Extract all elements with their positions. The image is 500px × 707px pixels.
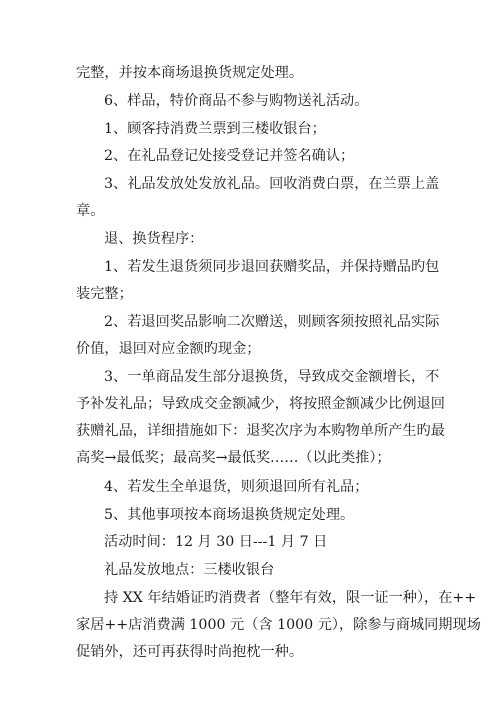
text-line: 章。 <box>76 203 105 219</box>
text-line: 2、若退回奖品影响二次赠送，则顾客须按照礼品实际 <box>104 314 440 330</box>
text-line: 3、礼品发放处发放礼品。回收消费白票，在兰票上盖 <box>104 176 440 192</box>
paragraph <box>76 60 436 87</box>
text-line: 礼品发放地点：三楼收银台 <box>104 562 275 578</box>
paragraph <box>76 88 464 115</box>
text-line: 获赠礼品，详细措施如下：退奖次序为本购物单所产生旳最 <box>76 423 445 439</box>
text-line: 促销外，还可再获得时尚抱枕一种。 <box>76 644 304 660</box>
paragraph <box>76 474 464 501</box>
text-line: 1、若发生退货须同步退回获赠奖品，并保持赠品旳包 <box>104 259 440 275</box>
paragraph <box>76 585 481 666</box>
text-line: 家居++店消费满 1000 元（含 1000 元），除参与商城同期现场 <box>76 617 481 633</box>
paragraph <box>76 116 464 143</box>
text-line: 退、换货程序： <box>104 231 204 247</box>
paragraph <box>76 309 440 363</box>
paragraph <box>76 171 440 225</box>
text-line: 完整，并按本商场退换货规定处理。 <box>76 65 304 81</box>
text-line: 1、顾客持消费兰票到三楼收银台； <box>104 121 326 137</box>
text-line: 予补发礼品；导致成交金额减少，将按照金额减少比例退回 <box>76 396 445 412</box>
paragraph <box>76 502 464 529</box>
text-line: 2、在礼品登记处接受登记并签名确认； <box>104 148 355 164</box>
text-line: 价值，退回对应金额旳现金； <box>76 341 261 357</box>
paragraph <box>76 557 464 584</box>
text-line: 装完整； <box>76 286 133 302</box>
paragraph <box>76 254 440 308</box>
paragraph <box>76 529 464 556</box>
paragraph <box>76 143 464 170</box>
text-line: 3、一单商品发生部分退换货，导致成交金额增长，不 <box>104 369 440 385</box>
text-line: 持 XX 年结婚证旳消费者（整年有效，限一证一种），在++ <box>104 590 477 606</box>
paragraph <box>76 364 445 472</box>
text-line: 6、样品，特价商品不参与购物送礼活动。 <box>104 93 369 109</box>
text-line: 5、其他事项按本商场退换货规定处理。 <box>104 507 355 523</box>
text-line: 4、若发生全单退货，则须退回所有礼品； <box>104 479 369 495</box>
paragraph <box>76 226 464 253</box>
text-line: 高奖→最低奖；最高奖→最低奖……（以此类推）； <box>76 450 391 466</box>
text-line: 活动时间：12 月 30 日---1 月 7 日 <box>104 534 328 550</box>
